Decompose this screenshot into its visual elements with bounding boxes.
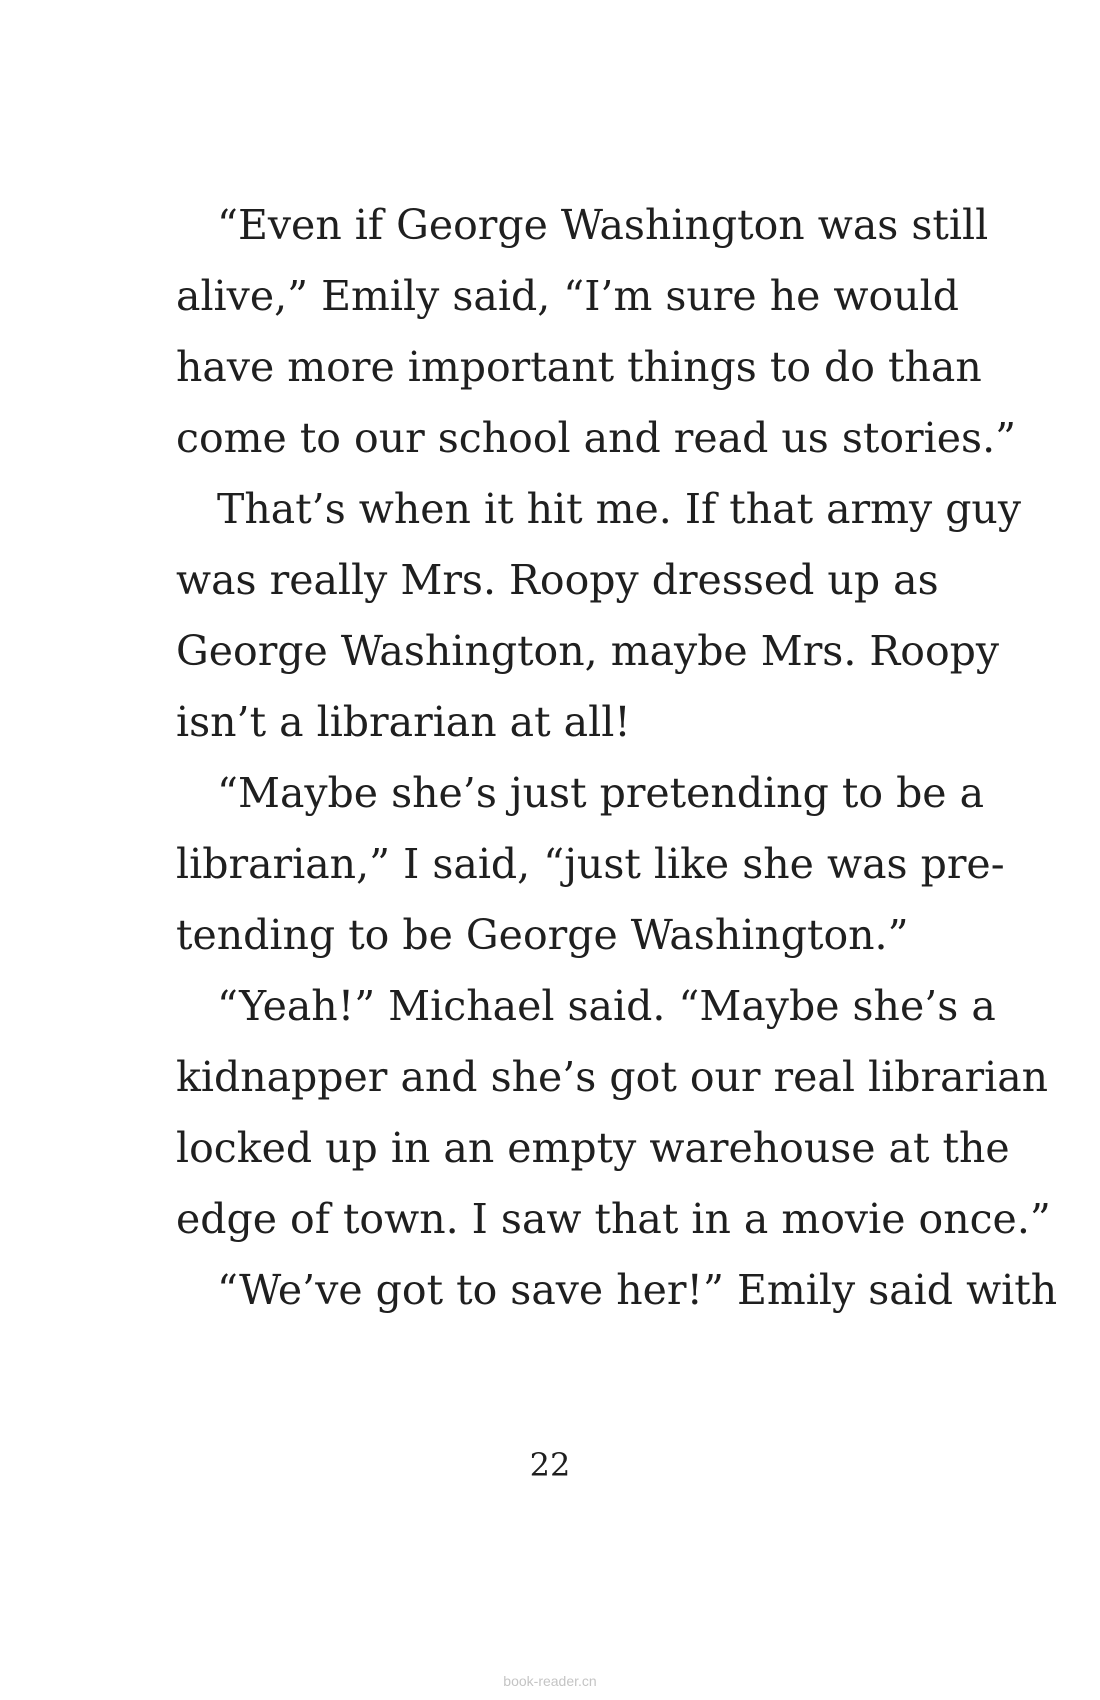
text-line: tending to be George Washington.” — [176, 911, 909, 959]
text-line: “We’ve got to save her!” Emily said with — [217, 1266, 1058, 1314]
text-line: come to our school and read us stories.” — [176, 414, 1017, 462]
page-number: 22 — [529, 1446, 571, 1484]
text-line: kidnapper and she’s got our real librarian — [176, 1053, 1049, 1101]
text-line: alive,” Emily said, “I’m sure he would — [176, 272, 959, 320]
text-line: George Washington, maybe Mrs. Roopy — [176, 627, 1000, 675]
text-line: was really Mrs. Roopy dressed up as — [176, 556, 939, 604]
text-line: “Maybe she’s just pretending to be a — [217, 769, 985, 817]
text-line: locked up in an empty warehouse at the — [176, 1124, 1010, 1172]
text-line: That’s when it hit me. If that army guy — [217, 485, 1022, 533]
text-line: “Yeah!” Michael said. “Maybe she’s a — [217, 982, 996, 1030]
text-line: isn’t a librarian at all! — [176, 698, 631, 746]
text-line: librarian,” I said, “just like she was pre- — [176, 840, 1005, 888]
text-line: “Even if George Washington was still — [217, 201, 989, 249]
text-line: have more important things to do than — [176, 343, 982, 391]
watermark: book-reader.cn — [503, 1673, 597, 1689]
body-text — [176, 190, 1058, 1326]
text-line: edge of town. I saw that in a movie once.” — [176, 1195, 1051, 1243]
